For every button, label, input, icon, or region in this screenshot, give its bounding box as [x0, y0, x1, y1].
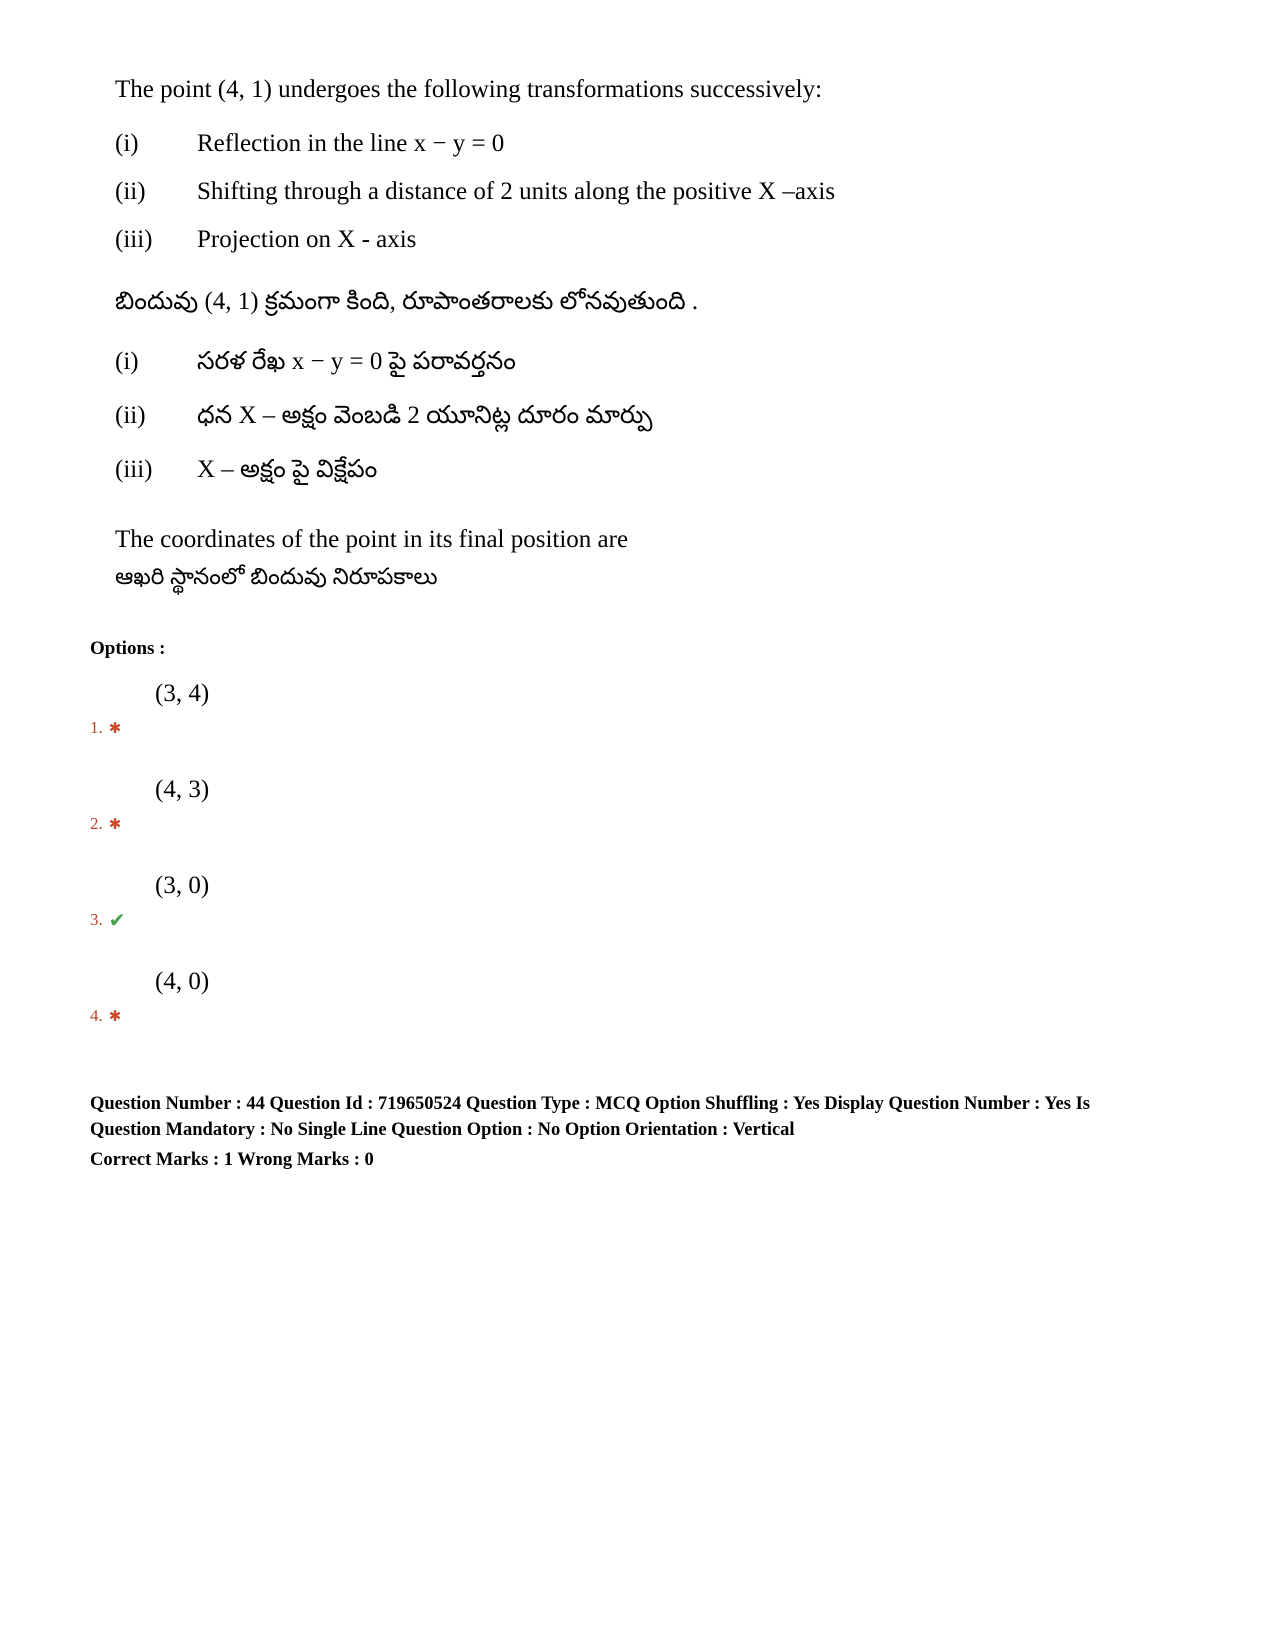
option-value: (3, 0) [155, 872, 210, 899]
question-intro-telugu: బిందువు (4, 1) క్రమంగా కింది, రూపాంతరాలకు లోనవుతుంది . [115, 288, 699, 315]
option-number: 4. [90, 1006, 103, 1025]
option-marker [90, 910, 1205, 930]
item-number: (ii) [115, 402, 146, 429]
option-number: 1. [90, 718, 103, 737]
transformations-list-telugu [90, 348, 1205, 490]
option-number: 2. [90, 814, 103, 833]
option-3 [90, 872, 1205, 930]
list-item [90, 130, 1205, 158]
option-value: (4, 3) [155, 776, 210, 803]
item-number: (ii) [115, 178, 146, 205]
wrong-mark-icon: ✱ [108, 1006, 122, 1025]
option-4 [90, 968, 1205, 1026]
transformations-list-english [90, 130, 1205, 254]
question-intro-english: The point (4, 1) undergoes the following transformations successively: [115, 76, 823, 103]
options-list [90, 680, 1205, 1026]
question-telugu-section [90, 288, 1205, 490]
item-text: X – అక్షం పై విక్షేపం [197, 456, 378, 483]
option-2 [90, 776, 1205, 834]
metadata-line-2: Correct Marks : 1 Wrong Marks : 0 [90, 1149, 374, 1170]
option-marker [90, 718, 1205, 738]
item-number: (i) [115, 130, 139, 157]
option-number: 3. [90, 910, 103, 929]
closing-text-english: The coordinates of the point in its final position are [115, 526, 629, 553]
option-marker [90, 1006, 1205, 1026]
options-heading: Options : [90, 638, 166, 659]
wrong-mark-icon: ✱ [108, 814, 122, 833]
item-text: Shifting through a distance of 2 units along the positive X –axis [197, 178, 836, 205]
question-metadata [90, 1092, 1140, 1174]
correct-mark-icon: ✔ [108, 908, 126, 932]
list-item [90, 402, 1205, 436]
closing-text-telugu: ఆఖరి స్థానంలో బిందువు నిరూపకాలు [115, 564, 438, 589]
list-item [90, 456, 1205, 490]
item-text: సరళ రేఖ x − y = 0 పై పరావర్తనం [197, 348, 516, 375]
item-text: Projection on X - axis [197, 226, 417, 253]
option-marker [90, 814, 1205, 834]
metadata-line-1: Question Number : 44 Question Id : 719650524 Question Type : MCQ Option Shuffling : Yes Display Question Number : Yes Is Question Mandatory : No Single Line Question Option : No Option Orientation : Vertical [90, 1094, 1090, 1140]
option-value: (4, 0) [155, 968, 210, 995]
item-text: ధన X – అక్షం వెంబడి 2 యూనిట్ల దూరం మార్పు [197, 402, 653, 429]
list-item [90, 348, 1205, 382]
question-closing [90, 526, 1205, 596]
item-number: (iii) [115, 226, 153, 253]
item-number: (i) [115, 348, 139, 375]
list-item [90, 178, 1205, 206]
wrong-mark-icon: ✱ [108, 718, 122, 737]
item-text: Reflection in the line x − y = 0 [197, 130, 505, 157]
item-number: (iii) [115, 456, 153, 483]
list-item [90, 226, 1205, 254]
option-1 [90, 680, 1205, 738]
option-value: (3, 4) [155, 680, 210, 707]
